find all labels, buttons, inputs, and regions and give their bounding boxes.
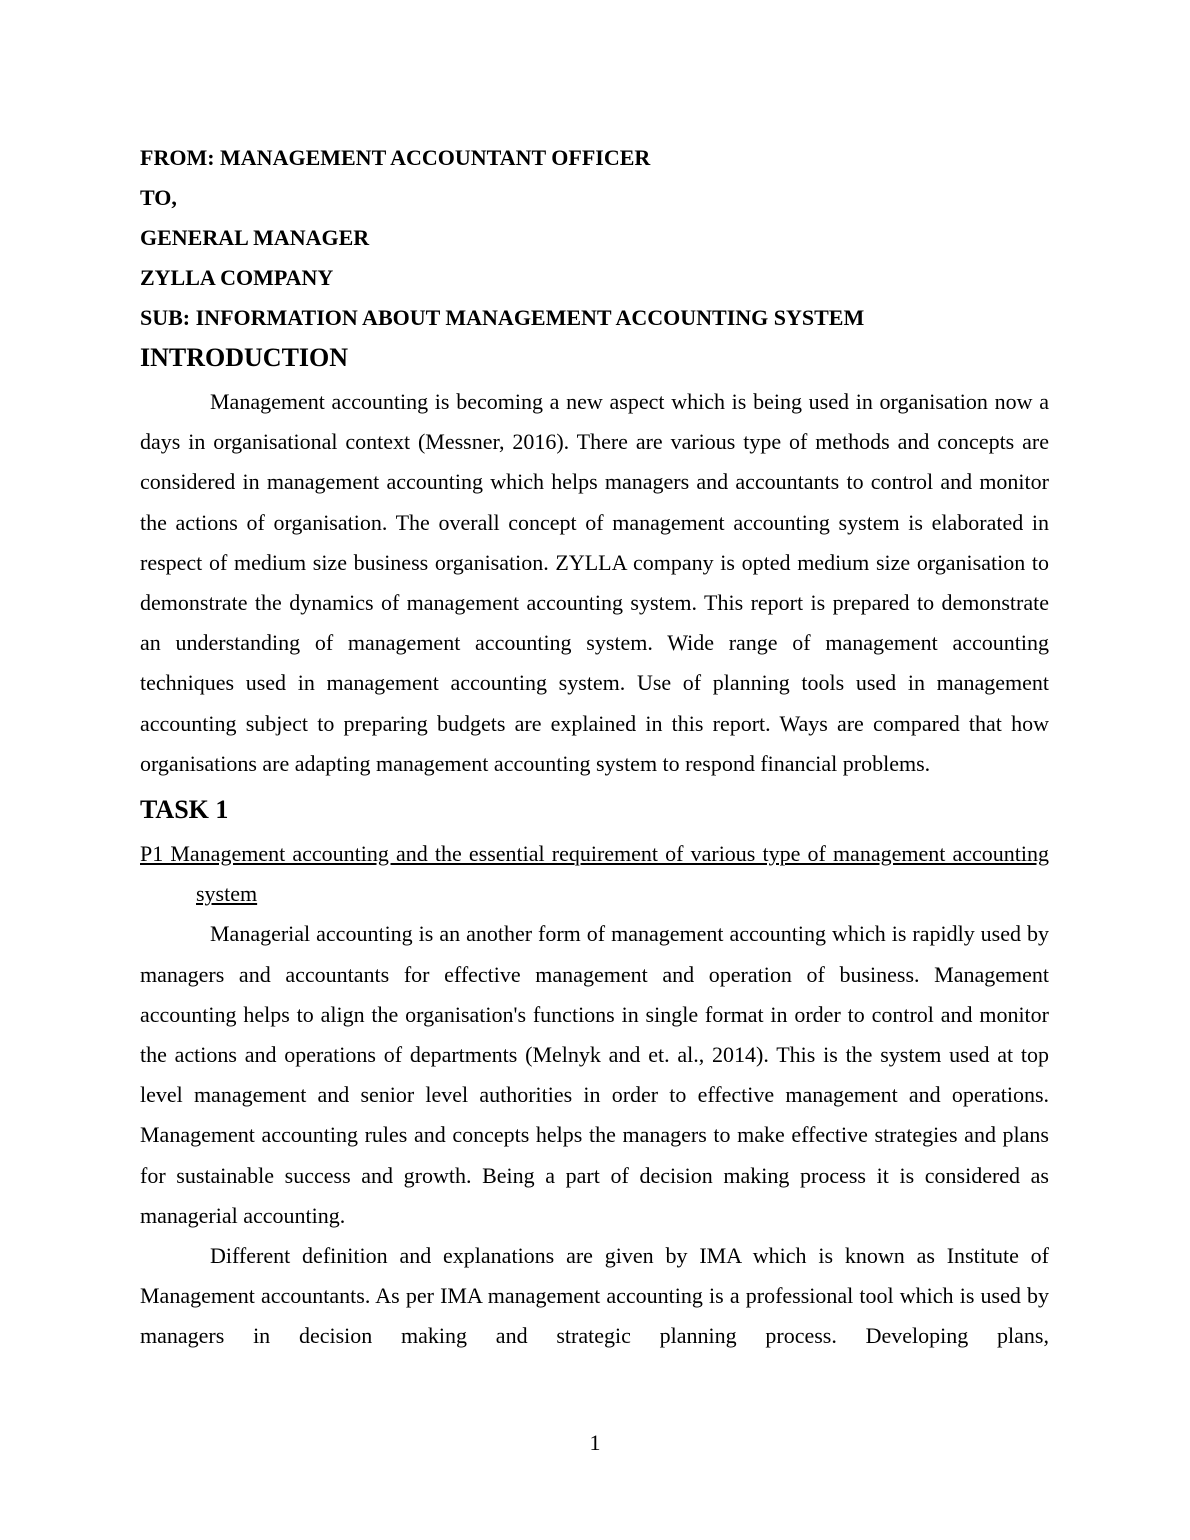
- memo-from: FROM: MANAGEMENT ACCOUNTANT OFFICER: [140, 145, 651, 170]
- task1-subheading: P1 Management accounting and the essential requirement of various type of management accounting system: [140, 841, 1049, 907]
- memo-recipient: GENERAL MANAGER: [140, 225, 370, 250]
- task1-paragraph-1: Managerial accounting is an another form of management accounting which is rapidly used by managers and accountants for effective management and operation of business. Management accounting helps to align the organisation's functions in single format in order to control and monitor the actions and operations of departments (Melnyk and et. al., 2014). This is the system used at top level management and senior level authorities in order to effective management and operations. Management accounting rules and concepts helps the managers to make effective strategies and plans for sustainable success and growth. Being a part of decision making process it is considered as managerial accounting.: [140, 921, 1049, 1228]
- introduction-heading: INTRODUCTION: [140, 343, 349, 372]
- task1-heading: TASK 1: [140, 795, 229, 825]
- introduction-paragraph: Management accounting is becoming a new aspect which is being used in organisation now a days in organisational context (Messner, 2016). There are various type of methods and concepts are considered in management accounting which helps managers and accountants to control and monitor the actions of organisation. The overall concept of management accounting system is elaborated in respect of medium size business organisation. ZYLLA company is opted medium size organisation to demonstrate the dynamics of management accounting system. This report is prepared to demonstrate an understanding of management accounting system. Wide range of management accounting techniques used in management accounting system. Use of planning tools used in management accounting subject to preparing budgets are explained in this report. Ways are compared that how organisations are adapting management accounting system to respond financial problems.: [140, 389, 1049, 776]
- memo-to: TO,: [140, 185, 177, 210]
- page-number: 1: [589, 1430, 601, 1455]
- task1-paragraph-2: Different definition and explanations are given by IMA which is known as Institute of Management accountants. As per IMA management accounting is a professional tool which is used by managers in decision making and strategic planning process. Developing plans,: [140, 1243, 1049, 1349]
- memo-company: ZYLLA COMPANY: [140, 265, 334, 290]
- memo-subject: SUB: INFORMATION ABOUT MANAGEMENT ACCOUNTING SYSTEM: [140, 305, 865, 330]
- page-content: [140, 138, 1049, 1357]
